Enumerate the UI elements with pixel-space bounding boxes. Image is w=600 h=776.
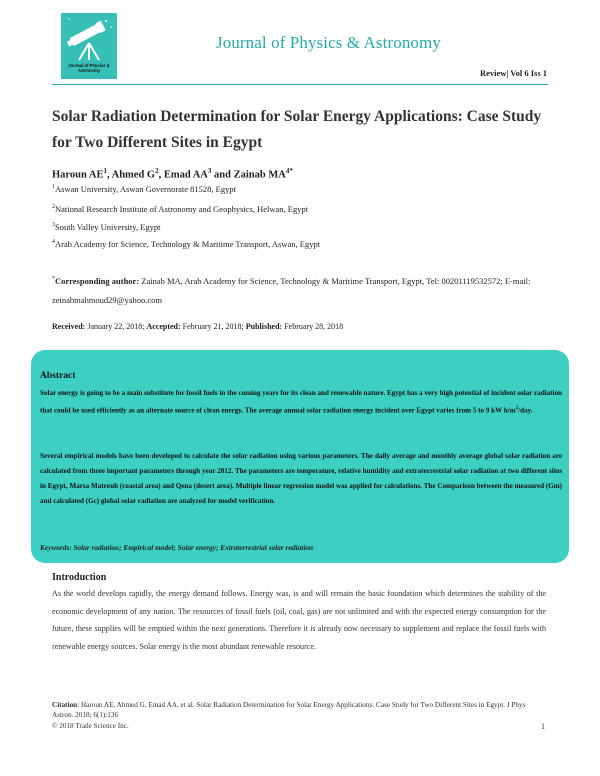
abstract-paragraph xyxy=(40,386,562,418)
author-sup: 2 xyxy=(155,167,159,175)
page-number: 1 xyxy=(541,722,545,731)
affiliation xyxy=(52,204,308,214)
published-date: February 28, 2018 xyxy=(282,322,344,331)
abstract-heading: Abstract xyxy=(40,371,76,381)
abstract-text: /day. xyxy=(518,406,533,415)
corresponding-sup: * xyxy=(52,276,55,282)
logo-text: Journal of Physics & Astronomy xyxy=(68,63,110,73)
author-name: Ahmed G xyxy=(111,169,156,181)
introduction-heading: Introduction xyxy=(52,572,107,583)
author-name: Zainab MA xyxy=(233,169,286,181)
keywords-text: Solar radiation; Empirical model; Solar energy; Extraterrestrial solar radiation xyxy=(71,543,314,552)
citation-label: Citation xyxy=(52,701,78,709)
keywords xyxy=(40,543,313,552)
affiliation-sup: 4 xyxy=(52,239,55,246)
received-label: Received: xyxy=(52,322,86,331)
author-sup: 1 xyxy=(103,167,107,175)
affiliation-sup: 1 xyxy=(52,184,55,191)
author-separator: and xyxy=(211,169,234,181)
received-date: January 22, 2018; xyxy=(85,322,147,331)
author-sup: 4* xyxy=(285,167,293,175)
affiliation xyxy=(52,222,161,232)
header-divider xyxy=(52,84,548,85)
published-label: Published: xyxy=(245,322,283,331)
citation-text: : Haroun AE, Ahmed G, Emad AA, et al. Solar Radiation Determination for Solar Energy Applications: Case Study for Two Different Sites in Egypt. J Phys Astron. 2018; 6(1):136 xyxy=(52,701,526,719)
author-name: Haroun AE xyxy=(52,169,104,181)
affiliation-text: National Research Institute of Astronomy and Geophysics, Helwan, Egypt xyxy=(55,204,309,214)
author-list xyxy=(52,167,293,181)
corresponding-author xyxy=(52,270,552,310)
journal-logo xyxy=(61,13,117,79)
abstract-text: Solar energy is going to be a main substitute for fossil fuels in the coming years for its clean and renewable nature. Egypt has a very high potential of incident solar radiation that could be used efficiently as an alternate source of clean energy. The average annual solar radiation energy incident over Egypt varies from 5 to 9 kW h/m xyxy=(40,389,562,415)
paper-title: Solar Radiation Determination for Solar Energy Applications: Case Study for Two Different Sites in Egypt xyxy=(52,108,542,151)
accepted-date: February 21, 2018; xyxy=(180,322,246,331)
corresponding-text: Zainab MA, Arab Academy for Science, Technology & Maritime Transport, Egypt, Tel: 00201119532572; E-mail: zeinabmahmoud29@yahoo.com xyxy=(52,275,531,305)
affiliation xyxy=(52,184,236,194)
affiliation-text: Arab Academy for Science, Technology & Maritime Transport, Aswan, Egypt xyxy=(55,239,321,249)
journal-title[interactable]: Journal of Physics & Astronomy xyxy=(216,33,441,52)
author-name: Emad AA xyxy=(163,169,208,181)
corresponding-label: Corresponding author: xyxy=(55,275,140,286)
introduction-body: As the world develops rapidly, the energy demand follows. Energy was, is and will remain the basic foundation which determines the stability of the economic development of any nation. The resources of fossil fuels (oil, coal, gas) are not unlimited and with the expected energy consumption for the future, these supplies will be emptied within the next generations. Therefore it is already now necessary to supplement and replace the fossil fuels with renewable energy sources. Solar energy is the most abundant renewable resource. xyxy=(52,589,546,651)
affiliation xyxy=(52,239,320,249)
affiliation-text: South Valley University, Egypt xyxy=(55,222,161,232)
accepted-label: Accepted: xyxy=(146,322,181,331)
affiliation-text: Aswan University, Aswan Governorate 81528, Egypt xyxy=(55,184,236,194)
abstract-sup: 2 xyxy=(515,406,519,411)
telescope-icon xyxy=(61,13,117,63)
author-separator: , xyxy=(158,169,164,181)
copyright: © 2018 Trade Science Inc. xyxy=(52,722,129,730)
keywords-label: Keywords: xyxy=(40,543,72,552)
affiliation-sup: 3 xyxy=(52,222,55,229)
author-separator: , xyxy=(106,169,112,181)
citation xyxy=(52,700,532,720)
publication-dates xyxy=(52,322,343,331)
review-label: Review| Vol 6 Iss 1 xyxy=(479,68,547,78)
abstract-paragraph: Several empirical models have been developed to calculate the solar radiation using various parameters. The daily average and monthly average global solar radiation are calculated from three important parameters through year 2012. The parameters are temperature, relative humidity and extraterrestrial solar radiation at two different sites in Egypt, Marsa Matrouh (coastal area) and Qena (desert area). Multiple linear regression model was applied for calculations. The Comparison between the measured (Gm) and calculated (Gc) global solar radiation are analyzed for model verification. xyxy=(40,452,562,505)
affiliation-sup: 2 xyxy=(52,204,55,211)
author-sup: 3 xyxy=(207,167,212,175)
